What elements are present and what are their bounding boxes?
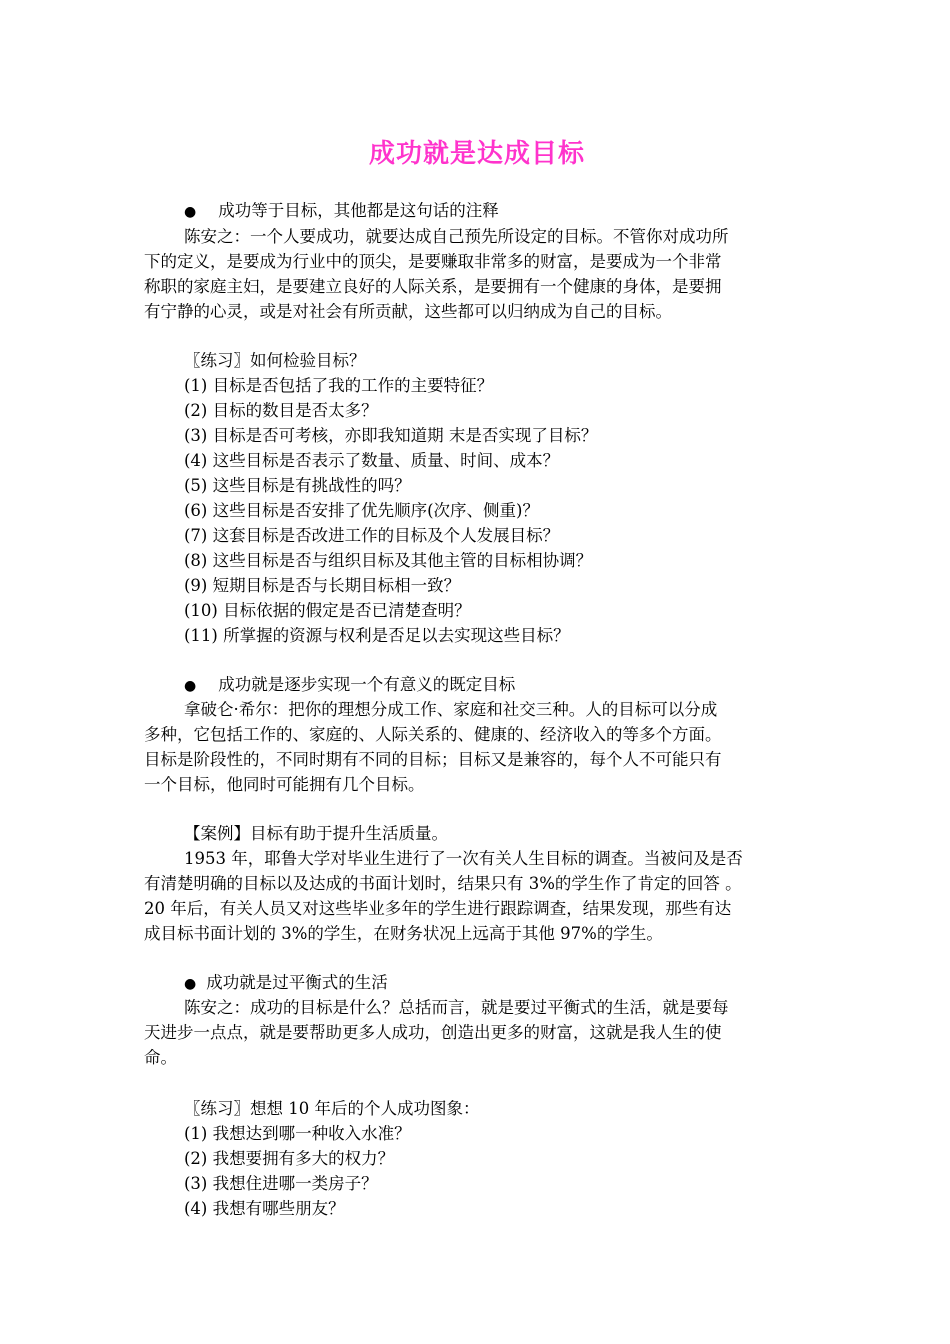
section-heading: ● 成功等于目标，其他都是这句话的注释: [144, 198, 499, 223]
list-item: (1) 我想达到哪一种收入水准？: [184, 1124, 411, 1143]
paragraph-line: 1953 年，耶鲁大学对毕业生进行了一次有关人生目标的调查。当被问及是否: [184, 849, 743, 868]
paragraph-line: 称职的家庭主妇，是要建立良好的人际关系，是要拥有一个健康的身体，是要拥: [144, 277, 722, 296]
section-heading: ● 成功就是逐步实现一个有意义的既定目标: [144, 672, 515, 697]
paragraph-line: 命。: [144, 1048, 177, 1067]
page-title: 成功就是达成目标: [368, 139, 585, 169]
case-heading: 【案例】目标有助于提升生活质量。: [184, 824, 448, 843]
list-item: (8) 这些目标是否与组织目标及其他主管的目标相协调？: [184, 551, 593, 570]
list-item: (10) 目标依据的假定是否已清楚查明？: [184, 601, 471, 620]
paragraph-line: 陈安之：成功的目标是什么？总括而言，就是要过平衡式的生活，就是要每: [184, 998, 729, 1017]
list-item: (2) 我想要拥有多大的权力？: [184, 1149, 395, 1168]
list-item: (1) 目标是否包括了我的工作的主要特征？: [184, 376, 494, 395]
list-item: (6) 这些目标是否安排了优先顺序(次序、侧重)？: [184, 501, 539, 520]
bullet-icon: ●: [184, 976, 197, 992]
exercise-heading: 〖练习〗如何检验目标？: [184, 351, 366, 370]
paragraph-line: 天进步一点点，就是要帮助更多人成功，创造出更多的财富，这就是我人生的使: [144, 1023, 722, 1042]
exercise-heading: 〖练习〗想想 10 年后的个人成功图象：: [184, 1099, 480, 1118]
list-item: (3) 目标是否可考核，亦即我知道期 末是否实现了目标？: [184, 426, 598, 445]
paragraph-line: 多种，它包括工作的、家庭的、人际关系的、健康的、经济收入的等多个方面。: [144, 725, 722, 744]
paragraph-line: 有清楚明确的目标以及达成的书面计划时，结果只有 3%的学生作了肯定的回答 。: [144, 874, 742, 893]
paragraph-line: 成目标书面计划的 3%的学生，在财务状况上远高于其他 97%的学生。: [144, 924, 663, 943]
list-item: (4) 这些目标是否表示了数量、质量、时间、成本？: [184, 451, 560, 470]
paragraph-line: 有宁静的心灵，或是对社会有所贡献，这些都可以归纳成为自己的目标。: [144, 302, 672, 321]
list-item: (5) 这些目标是有挑战性的吗？: [184, 476, 411, 495]
list-item: (3) 我想住进哪一类房子？: [184, 1174, 378, 1193]
paragraph-line: 20 年后，有关人员又对这些毕业多年的学生进行跟踪调查，结果发现，那些有达: [144, 899, 732, 918]
list-item: (4) 我想有哪些朋友？: [184, 1199, 345, 1218]
bullet-icon: ●: [184, 678, 197, 694]
section-heading: ● 成功就是过平衡式的生活: [144, 970, 388, 995]
list-item: (7) 这套目标是否改进工作的目标及个人发展目标？: [184, 526, 560, 545]
list-item: (9) 短期目标是否与长期目标相一致？: [184, 576, 461, 595]
paragraph-line: 一个目标，他同时可能拥有几个目标。: [144, 775, 425, 794]
paragraph-line: 下的定义，是要成为行业中的顶尖，是要赚取非常多的财富，是要成为一个非常: [144, 252, 722, 271]
paragraph-line: 拿破仑·希尔：把你的理想分成工作、家庭和社交三种。人的目标可以分成: [184, 700, 718, 719]
paragraph-line: 目标是阶段性的，不同时期有不同的目标；目标又是兼容的，每个人不可能只有: [144, 750, 722, 769]
paragraph-line: 陈安之：一个人要成功，就要达成自己预先所设定的目标。不管你对成功所: [184, 227, 729, 246]
bullet-icon: ●: [184, 204, 197, 220]
list-item: (11) 所掌握的资源与权利是否足以去实现这些目标？: [184, 626, 570, 645]
list-item: (2) 目标的数目是否太多？: [184, 401, 378, 420]
